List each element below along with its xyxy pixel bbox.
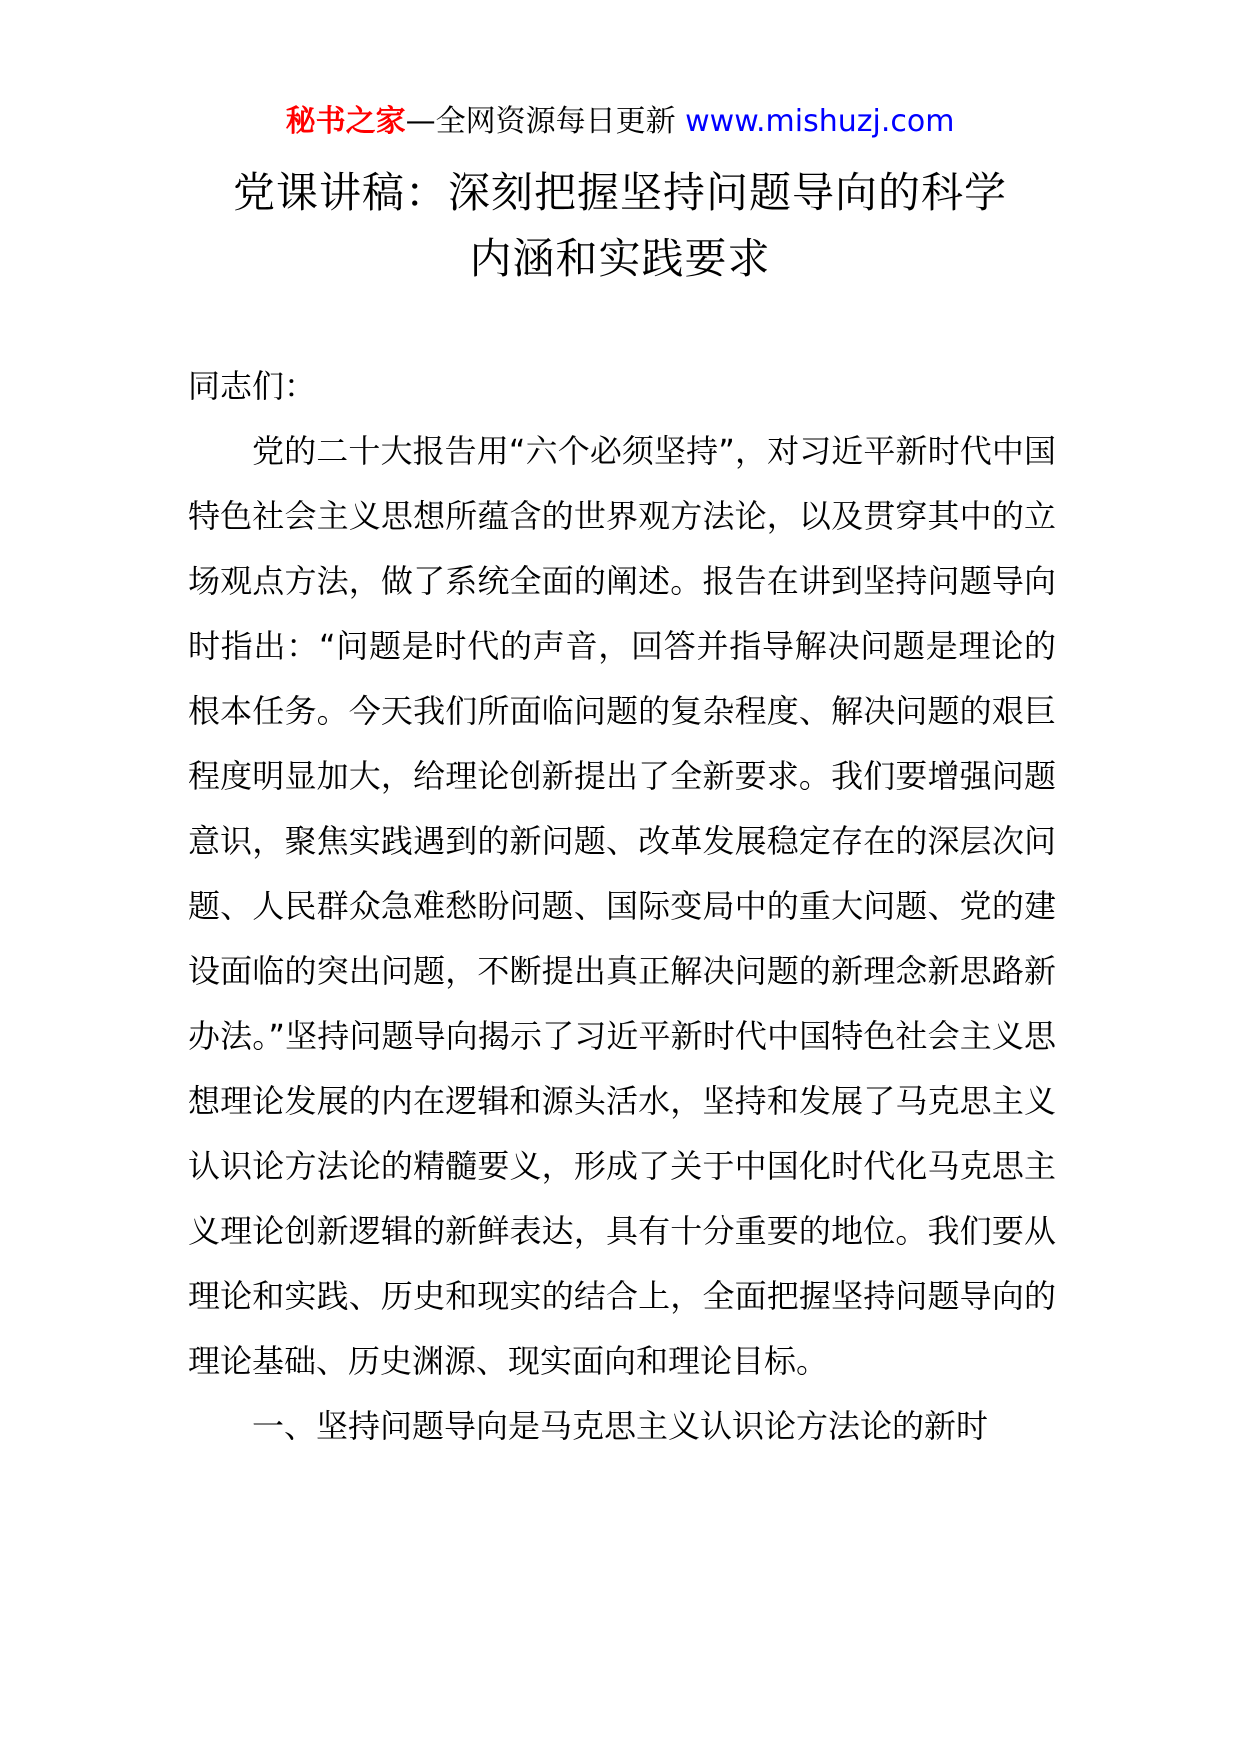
site-header	[0, 100, 1240, 144]
site-tagline: —全网资源每日更新	[405, 104, 686, 139]
document-body	[188, 354, 1056, 1459]
document-title-line-2: 内涵和实践要求	[469, 234, 771, 283]
site-url-link[interactable]: www.mishuzj.com	[685, 104, 955, 139]
body-paragraph: 党的二十大报告用“六个必须坚持”，对习近平新时代中国特色社会主义思想所蕴含的世界观方法论，以及贯穿其中的立场观点方法，做了系统全面的阐述。报告在讲到坚持问题导向时指出：“问题是时代的声音，回答并指导解决问题是理论的根本任务。今天我们所面临问题的复杂程度、解决问题的艰巨程度明显加大，给理论创新提出了全新要求。我们要增强问题意识，聚焦实践遇到的新问题、改革发展稳定存在的深层次问题、人民群众急难愁盼问题、国际变局中的重大问题、党的建设面临的突出问题，不断提出真正解决问题的新理念新思路新办法。”坚持问题导向揭示了习近平新时代中国特色社会主义思想理论发展的内在逻辑和源头活水，坚持和发展了马克思主义认识论方法论的精髓要义，形成了关于中国化时代化马克思主义理论创新逻辑的新鲜表达，具有十分重要的地位。我们要从理论和实践、历史和现实的结合上，全面把握坚持问题导向的理论基础、历史渊源、现实面向和理论目标。	[188, 432, 1056, 1380]
salutation: 同志们：	[188, 367, 317, 405]
document-title-line-1: 党课讲稿：深刻把握坚持问题导向的科学	[232, 168, 1007, 217]
section-heading: 一、坚持问题导向是马克思主义认识论方法论的新时	[252, 1407, 989, 1445]
document-title	[140, 160, 1100, 292]
site-brand: 秘书之家	[285, 104, 406, 139]
